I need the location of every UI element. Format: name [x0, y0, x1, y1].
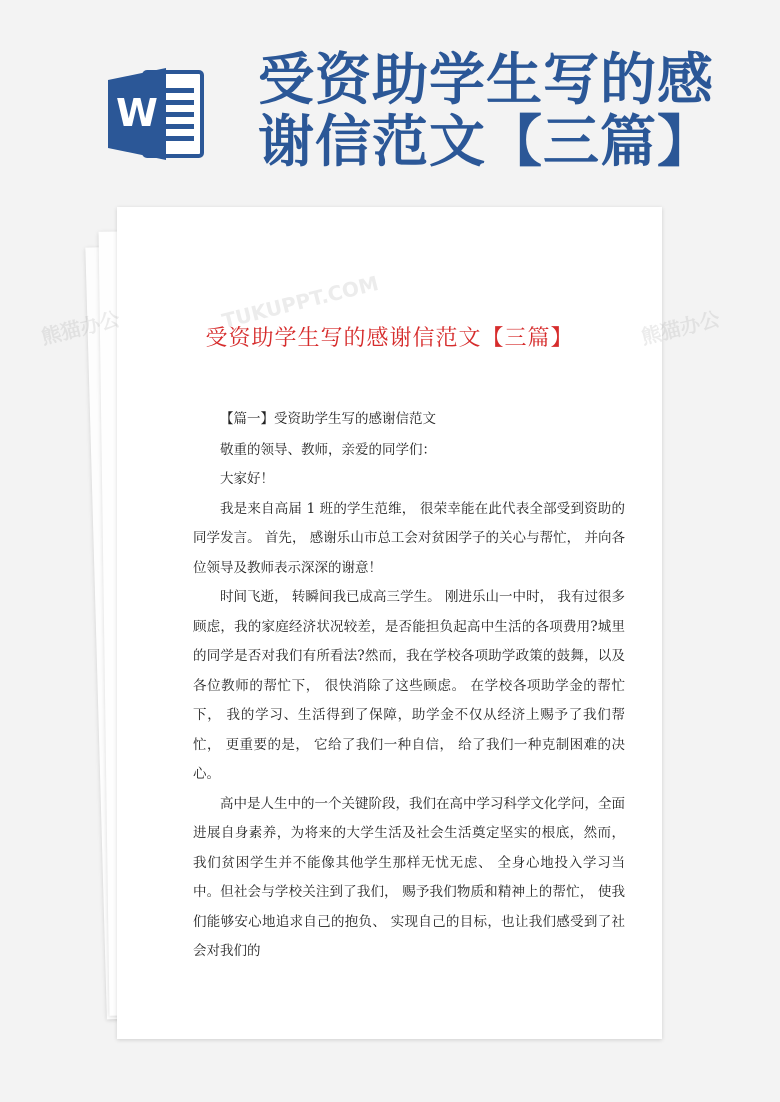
- page-title: [258, 50, 758, 174]
- body-paragraph: 时间飞逝， 转瞬间我已成高三学生。 刚进乐山一中时， 我有过很多顾虑，我的家庭经济状况较差，是否能担负起高中生活的各项费用?城里的同学是否对我们有所看法?然而，我在学校各项助学政策的鼓舞，以及各位教师的帮忙下， 很快消除了这些顾虑。 在学校各项助学金的帮忙下， 我的学习、生活得到了保障，助学金不仅从经济上赐予了我们帮忙， 更重要的是， 它给了我们一种自信， 给了我们一种克制困难的决心。: [193, 589, 625, 782]
- watermark-cn: 熊猫办公: [638, 306, 723, 350]
- body-paragraph: 高中是人生中的一个关键阶段，我们在高中学习科学文化学问，全面进展自身素养，为将来的大学生活及社会生活奠定坚实的根底，然而， 我们贫困学生并不能像其他学生那样无忧无虑、 全身心地投入学习当中。但社会与学校关注到了我们， 赐予我们物质和精神上的帮忙， 使我们能够安心地追求自己的抱负、 实现自己的目标，也让我们感受到了社会对我们的: [193, 795, 625, 959]
- document-title: 受资助学生写的感谢信范文【三篇】: [205, 326, 574, 351]
- section-heading: 【篇一】受资助学生写的感谢信范文: [220, 411, 436, 427]
- greeting: 大家好！: [220, 471, 274, 487]
- salutation: 敬重的领导、教师，亲爱的同学们：: [220, 441, 436, 458]
- page-title-line-1: 受资助学生写的感: [258, 48, 714, 113]
- document-page: [117, 207, 662, 1039]
- document-body: [193, 405, 625, 967]
- svg-text:W: W: [116, 91, 158, 135]
- word-document-icon: [108, 66, 208, 162]
- header: [0, 0, 780, 200]
- page-title-line-2: 谢信范文【三篇】: [258, 110, 714, 175]
- body-paragraph: 我是来自高届 1 班的学生范维， 很荣幸能在此代表全部受到资助的同学发言。 首先， 感谢乐山市总工会对贫困学子的关心与帮忙， 并向各位领导及教师表示深深的谢意！: [193, 500, 625, 576]
- watermark-cn: 熊猫办公: [38, 306, 123, 350]
